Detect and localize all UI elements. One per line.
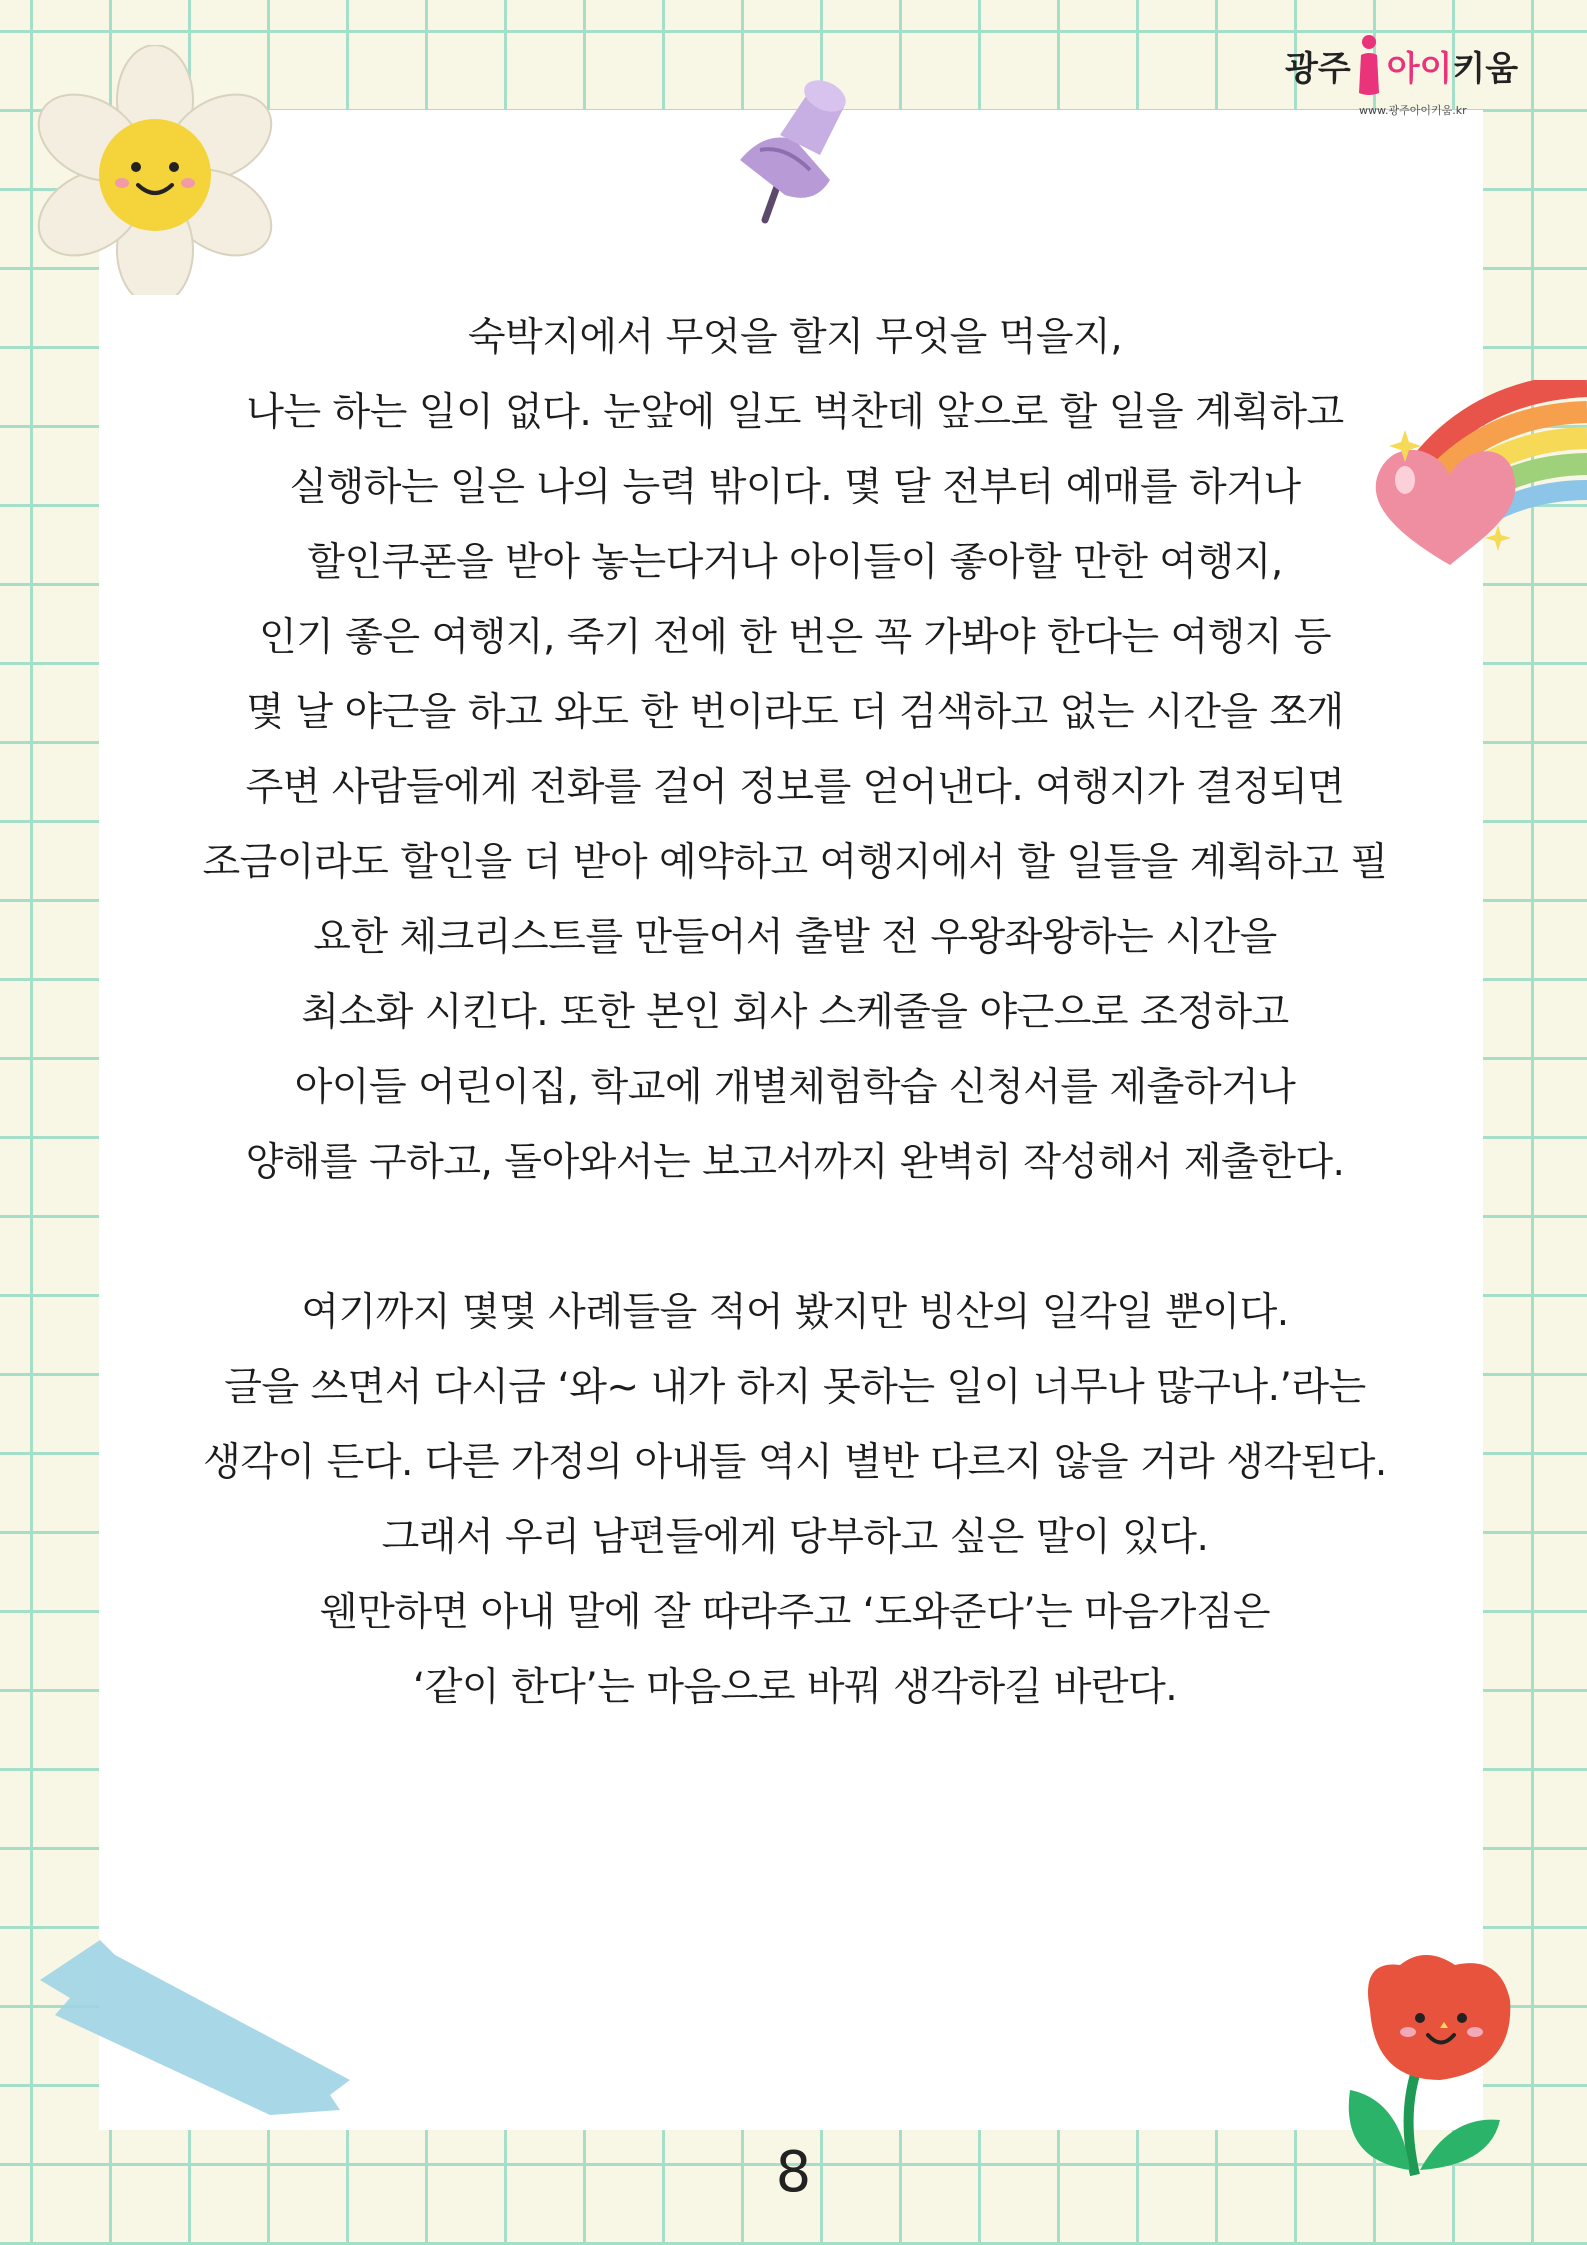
text-line: 여기까지 몇몇 사례들을 적어 봤지만 빙산의 일각일 뿐이다. [301, 1290, 1289, 1335]
article-body [150, 300, 1440, 1725]
push-pin-icon [725, 70, 865, 230]
text-line: 주변 사람들에게 전화를 걸어 정보를 얻어낸다. 여행지가 결정되면 [245, 765, 1345, 810]
logo [1285, 30, 1545, 140]
text-line: 글을 쓰면서 다시금 ‘와~ 내가 하지 못하는 일이 너무나 많구나.’라는 [224, 1365, 1366, 1410]
text-line: 아이들 어린이집, 학교에 개별체험학습 신청서를 제출하거나 [294, 1065, 1296, 1110]
text-line: 웬만하면 아내 말에 잘 따라주고 ‘도와준다’는 마음가짐은 [319, 1590, 1271, 1635]
logo-text-gwangju: 광주 [1285, 48, 1351, 89]
text-line: 그래서 우리 남편들에게 당부하고 싶은 말이 있다. [381, 1515, 1209, 1560]
smiley-daisy-icon [30, 45, 280, 295]
logo-text-ai: 아이 [1386, 48, 1453, 89]
text-line: 생각이 든다. 다른 가정의 아내들 역시 별반 다르지 않을 거라 생각된다. [203, 1440, 1387, 1485]
text-line: 요한 체크리스트를 만들어서 출발 전 우왕좌왕하는 시간을 [313, 915, 1277, 960]
paragraph-2 [150, 1275, 1440, 1725]
logo-url: www.광주아이키움.kr [1359, 104, 1467, 117]
text-line: 양해를 구하고, 돌아와서는 보고서까지 완벽히 작성해서 제출한다. [245, 1140, 1345, 1185]
text-line: 몇 날 야근을 하고 와도 한 번이라도 더 검색하고 없는 시간을 쪼개 [246, 690, 1344, 735]
text-line: 최소화 시킨다. 또한 본인 회사 스케줄을 야근으로 조정하고 [301, 990, 1289, 1035]
logo-i-icon [1355, 33, 1383, 97]
paragraph-1 [150, 300, 1440, 1200]
text-line: 실행하는 일은 나의 능력 밖이다. 몇 달 전부터 예매를 하거나 [289, 465, 1301, 510]
logo-text-kium: 키움 [1452, 48, 1519, 89]
text-line: 할인쿠폰을 받아 놓는다거나 아이들이 좋아할 만한 여행지, [307, 540, 1283, 585]
text-line: 조금이라도 할인을 더 받아 예약하고 여행지에서 할 일들을 계획하고 필 [202, 840, 1388, 885]
blue-tape-icon [40, 1880, 360, 2120]
text-line: ‘같이 한다’는 마음으로 바꿔 생각하길 바란다. [412, 1665, 1178, 1710]
text-line: 숙박지에서 무엇을 할지 무엇을 먹을지, [467, 315, 1123, 360]
page-number: 8 [775, 2140, 812, 2205]
text-line: 인기 좋은 여행지, 죽기 전에 한 번은 꼭 가봐야 한다는 여행지 등 [258, 615, 1332, 660]
text-line: 나는 하는 일이 없다. 눈앞에 일도 벅찬데 앞으로 할 일을 계획하고 [246, 390, 1344, 435]
